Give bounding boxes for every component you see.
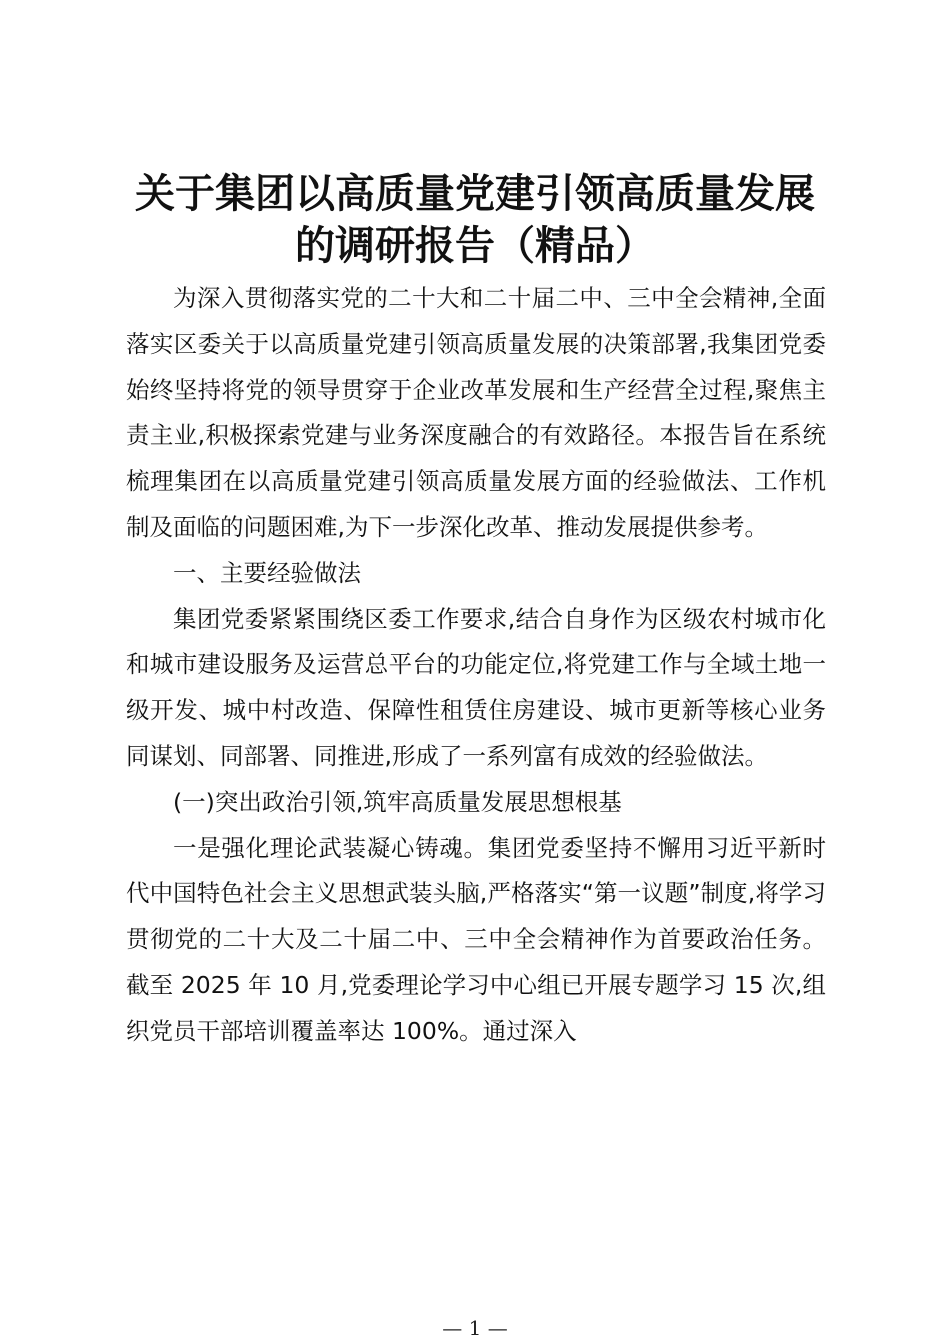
- page-number: — 1 —: [442, 1316, 508, 1340]
- document-body: [126, 276, 826, 1055]
- body-paragraph: 一是强化理论武装凝心铸魂。集团党委坚持不懈用习近平新时代中国特色社会主义思想武装头脑,严格落实“第一议题”制度,将学习贯彻党的二十大及二十届二中、三中全会精神作为首要政治任务。截至 2025 年 10 月,党委理论学习中心组已开展专题学习 15 次,组织党员干部培训覆盖率达 100%。通过深入: [126, 833, 826, 1045]
- document-title-line-2: 的调研报告（精品）: [295, 222, 655, 269]
- intro-paragraph: 为深入贯彻落实党的二十大和二十届二中、三中全会精神,全面落实区委关于以高质量党建引领高质量发展的决策部署,我集团党委始终坚持将党的领导贯穿于企业改革发展和生产经营全过程,聚焦主责主业,积极探索党建与业务深度融合的有效路径。本报告旨在系统梳理集团在以高质量党建引领高质量发展方面的经验做法、工作机制及面临的问题困难,为下一步深化改革、推动发展提供参考。: [126, 284, 826, 541]
- document-title-line-1: 关于集团以高质量党建引领高质量发展: [135, 170, 815, 217]
- body-paragraph: 集团党委紧紧围绕区委工作要求,结合自身作为区级农村城市化和城市建设服务及运营总平台的功能定位,将党建工作与全域土地一级开发、城中村改造、保障性租赁住房建设、城市更新等核心业务同谋划、同部署、同推进,形成了一系列富有成效的经验做法。: [126, 604, 826, 770]
- subsection-heading: (一)突出政治引领,筑牢高质量发展思想根基: [173, 787, 622, 816]
- section-heading: 一、主要经验做法: [173, 558, 361, 587]
